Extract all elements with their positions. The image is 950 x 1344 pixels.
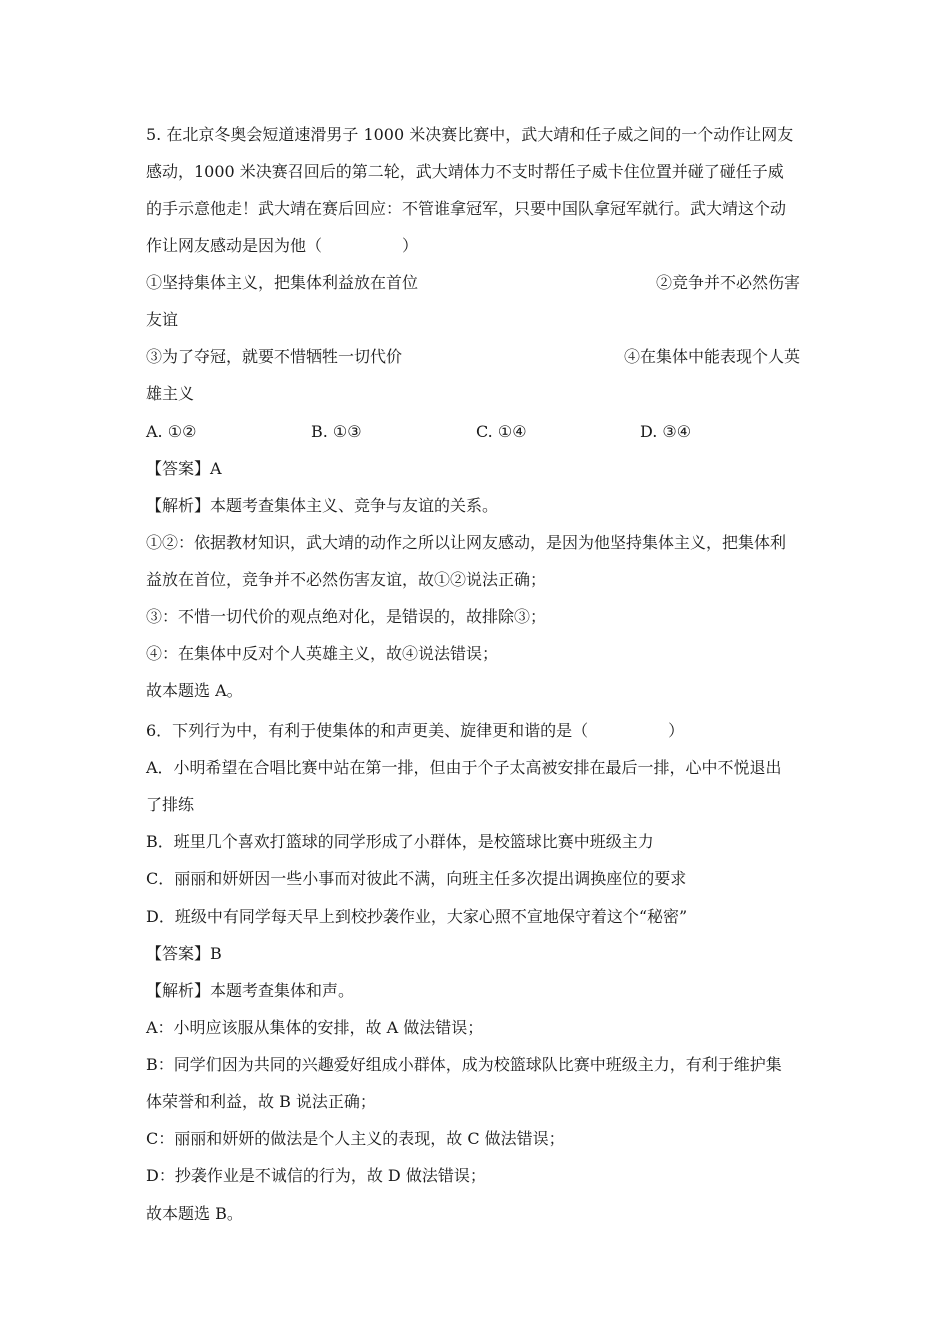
q5-statement-4: ④在集体中能表现个人英 xyxy=(624,347,801,366)
q6-analysis-line-5: C：丽丽和妍妍的做法是个人主义的表现，故 C 做法错误； xyxy=(146,1129,565,1148)
q5-analysis-line-4: ③：不惜一切代价的观点绝对化，是错误的，故排除③； xyxy=(146,607,547,626)
q5-analysis-line-5: ④：在集体中反对个人英雄主义，故④说法错误； xyxy=(146,644,499,663)
q5-statement-1: ①坚持集体主义，把集体利益放在首位 xyxy=(146,273,419,292)
q5-analysis-line-1: 【解析】本题考查集体主义、竞争与友谊的关系。 xyxy=(146,496,499,515)
q5-option-b: B. ①③ xyxy=(311,422,362,441)
q5-statement-4-cont: 雄主义 xyxy=(146,384,195,403)
q5-statement-row-2 xyxy=(146,346,811,368)
q5-stem-line-3: 的手示意他走！武大靖在赛后回应：不管谁拿冠军，只要中国队拿冠军就行。武大靖这个动 xyxy=(146,199,787,218)
q5-option-c: C. ①④ xyxy=(476,422,527,441)
q5-option-d: D. ③④ xyxy=(640,422,692,441)
q5-analysis-line-2: ①②：依据教材知识，武大靖的动作之所以让网友感动，是因为他坚持集体主义，把集体利 xyxy=(146,533,787,552)
q5-answer: 【答案】A xyxy=(146,459,222,478)
q5-statement-2: ②竞争并不必然伤害 xyxy=(656,273,801,292)
q5-statement-row-1 xyxy=(146,272,811,294)
q5-analysis-line-6: 故本题选 A。 xyxy=(146,681,243,700)
q6-analysis-line-2: A：小明应该服从集体的安排，故 A 做法错误； xyxy=(146,1018,484,1037)
q6-analysis-line-3: B：同学们因为共同的兴趣爱好组成小群体，成为校篮球队比赛中班级主力，有利于维护集 xyxy=(146,1055,782,1074)
q6-answer: 【答案】B xyxy=(146,944,222,963)
q6-analysis-line-6: D：抄袭作业是不诚信的行为，故 D 做法错误； xyxy=(146,1166,486,1185)
q5-option-a: A. ①② xyxy=(146,422,197,441)
q6-analysis-line-4: 体荣誉和利益，故 B 说法正确； xyxy=(146,1092,376,1111)
q6-option-c: C．丽丽和妍妍因一些小事而对彼此不满，向班主任多次提出调换座位的要求 xyxy=(146,869,687,888)
q6-analysis-line-7: 故本题选 B。 xyxy=(146,1204,243,1223)
q6-stem: 6．下列行为中，有利于使集体的和声更美、旋律更和谐的是（ ） xyxy=(146,721,685,740)
q6-option-b: B．班里几个喜欢打篮球的同学形成了小群体，是校篮球比赛中班级主力 xyxy=(146,832,654,851)
q5-statement-3: ③为了夺冠，就要不惜牺牲一切代价 xyxy=(146,347,403,366)
q5-stem-line-1: 5. 在北京冬奥会短道速滑男子 1000 米决赛比赛中，武大靖和任子威之间的一个动作让网友 xyxy=(146,125,794,144)
q5-analysis-line-3: 益放在首位，竞争并不必然伤害友谊，故①②说法正确； xyxy=(146,570,547,589)
q5-stem-line-2: 感动，1000 米决赛召回后的第二轮，武大靖体力不支时帮任子威卡住位置并碰了碰任子威 xyxy=(146,162,784,181)
q6-option-a-cont: 了排练 xyxy=(146,795,195,814)
q6-option-d: D．班级中有同学每天早上到校抄袭作业，大家心照不宣地保守着这个“秘密” xyxy=(146,907,688,926)
q5-statement-2-cont: 友谊 xyxy=(146,310,179,329)
q5-stem-line-4: 作让网友感动是因为他（ ） xyxy=(146,236,419,255)
q6-option-a: A．小明希望在合唱比赛中站在第一排，但由于个子太高被安排在最后一排，心中不悦退出 xyxy=(146,758,782,777)
q6-analysis-line-1: 【解析】本题考查集体和声。 xyxy=(146,981,355,1000)
